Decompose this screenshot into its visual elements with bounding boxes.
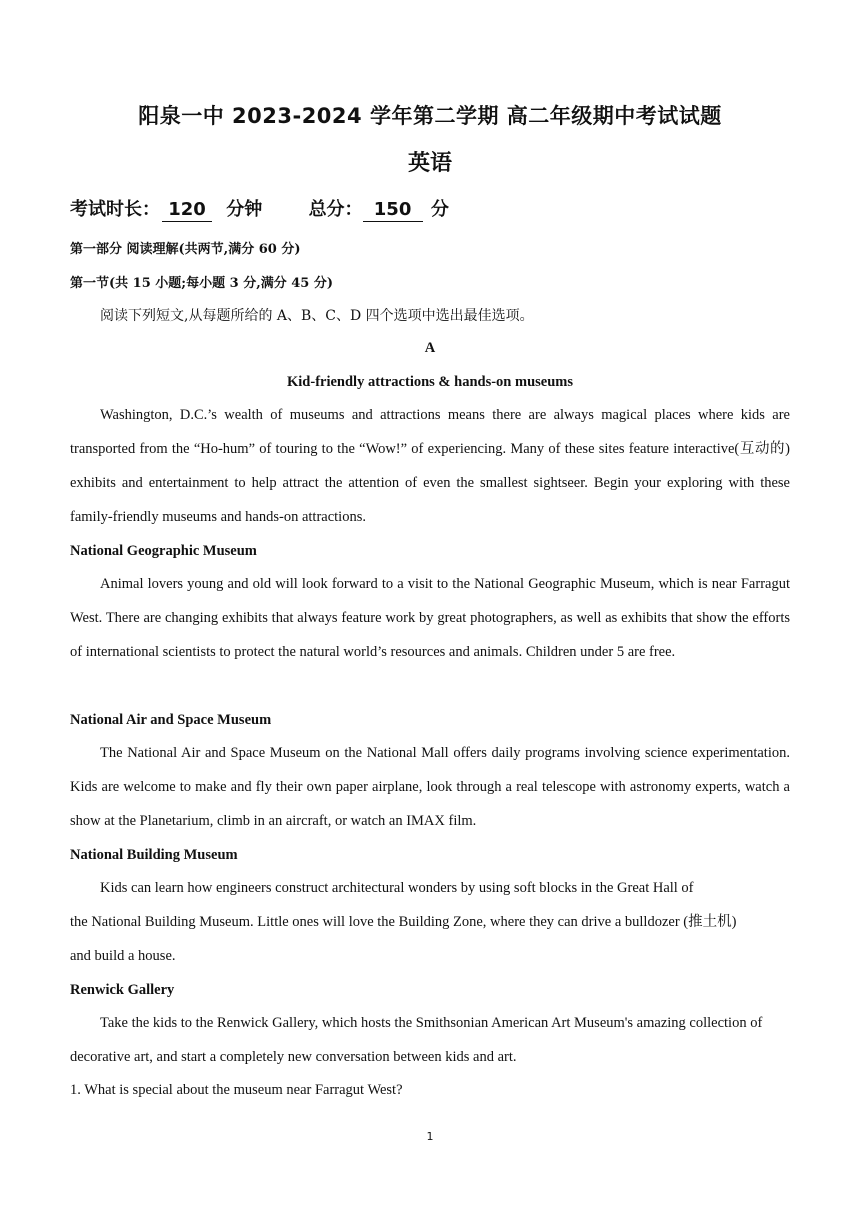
instruction-text: 阅读下列短文,从每题所给的 A、B、C、D 四个选项中选出最佳选项。 xyxy=(100,308,534,324)
section-text-building-line2: the National Building Museum. Little ones will love the Building Zone, where they can drive a bulldozer (推土机) xyxy=(70,914,737,930)
section-text-air-space: The National Air and Space Museum on the National Mall offers daily programs involving science experimentation. Kids are welcome to make and fly their own paper airplane, look through a real telescope with astronomy experts, watch a show at the Planetarium, climb in an aircraft, or watch an IMAX film. xyxy=(70,745,790,829)
question-1: 1. What is special about the museum near Farragut West? xyxy=(70,1082,403,1098)
section-heading-renwick: Renwick Gallery xyxy=(70,982,175,998)
duration-label: 考试时长： xyxy=(70,199,160,220)
subsection-heading: 第一节(共 15 小题;每小题 3 分,满分 45 分) xyxy=(70,276,334,291)
score-label: 总分： xyxy=(308,199,363,220)
section-text-geographic: Animal lovers young and old will look forward to a visit to the National Geographic Museum, which is near Farragut West. There are changing exhibits that always feature work by great photographers, as well as exhibits that show the efforts of international scientists to protect the natural world’s resources and animals. Children under 5 are free. xyxy=(70,576,790,660)
section-heading-air-space: National Air and Space Museum xyxy=(70,712,272,728)
section-text-renwick: Take the kids to the Renwick Gallery, which hosts the Smithsonian American Art Museum's amazing collection of decorative art, and start a completely new conversation between kids and art. xyxy=(70,1015,763,1065)
passage-title: Kid-friendly attractions & hands-on museums xyxy=(287,374,573,390)
subject-title: 英语 xyxy=(407,151,452,176)
section-heading-building: National Building Museum xyxy=(70,847,238,863)
duration-value: 120 xyxy=(162,199,212,222)
intro-paragraph: Washington, D.C.’s wealth of museums and attractions means there are always magical places where kids are transported from the “Ho-hum” of touring to the “Wow!” of experiencing. Many of these sites feature interactive(互动的) exhibits and entertainment to help attract the attention of even the smallest sightseer. Begin your exploring with these family-friendly museums and hands-on attractions. xyxy=(70,407,790,525)
score-unit: 分 xyxy=(430,199,449,220)
duration-unit: 分钟 xyxy=(226,199,263,220)
score-value: 150 xyxy=(363,199,423,222)
section-heading-geographic: National Geographic Museum xyxy=(70,543,257,559)
page-number: 1 xyxy=(426,1130,434,1143)
passage-letter: A xyxy=(424,340,436,356)
exam-meta xyxy=(70,195,449,222)
exam-title: 阳泉一中 2023-2024 学年第二学期 高二年级期中考试试题 xyxy=(138,104,722,128)
section-text-building-line3: and build a house. xyxy=(70,948,176,964)
section-text-building-line1: Kids can learn how engineers construct architectural wonders by using soft blocks in the Great Hall of xyxy=(100,880,694,896)
part-heading: 第一部分 阅读理解(共两节,满分 60 分) xyxy=(70,242,301,257)
